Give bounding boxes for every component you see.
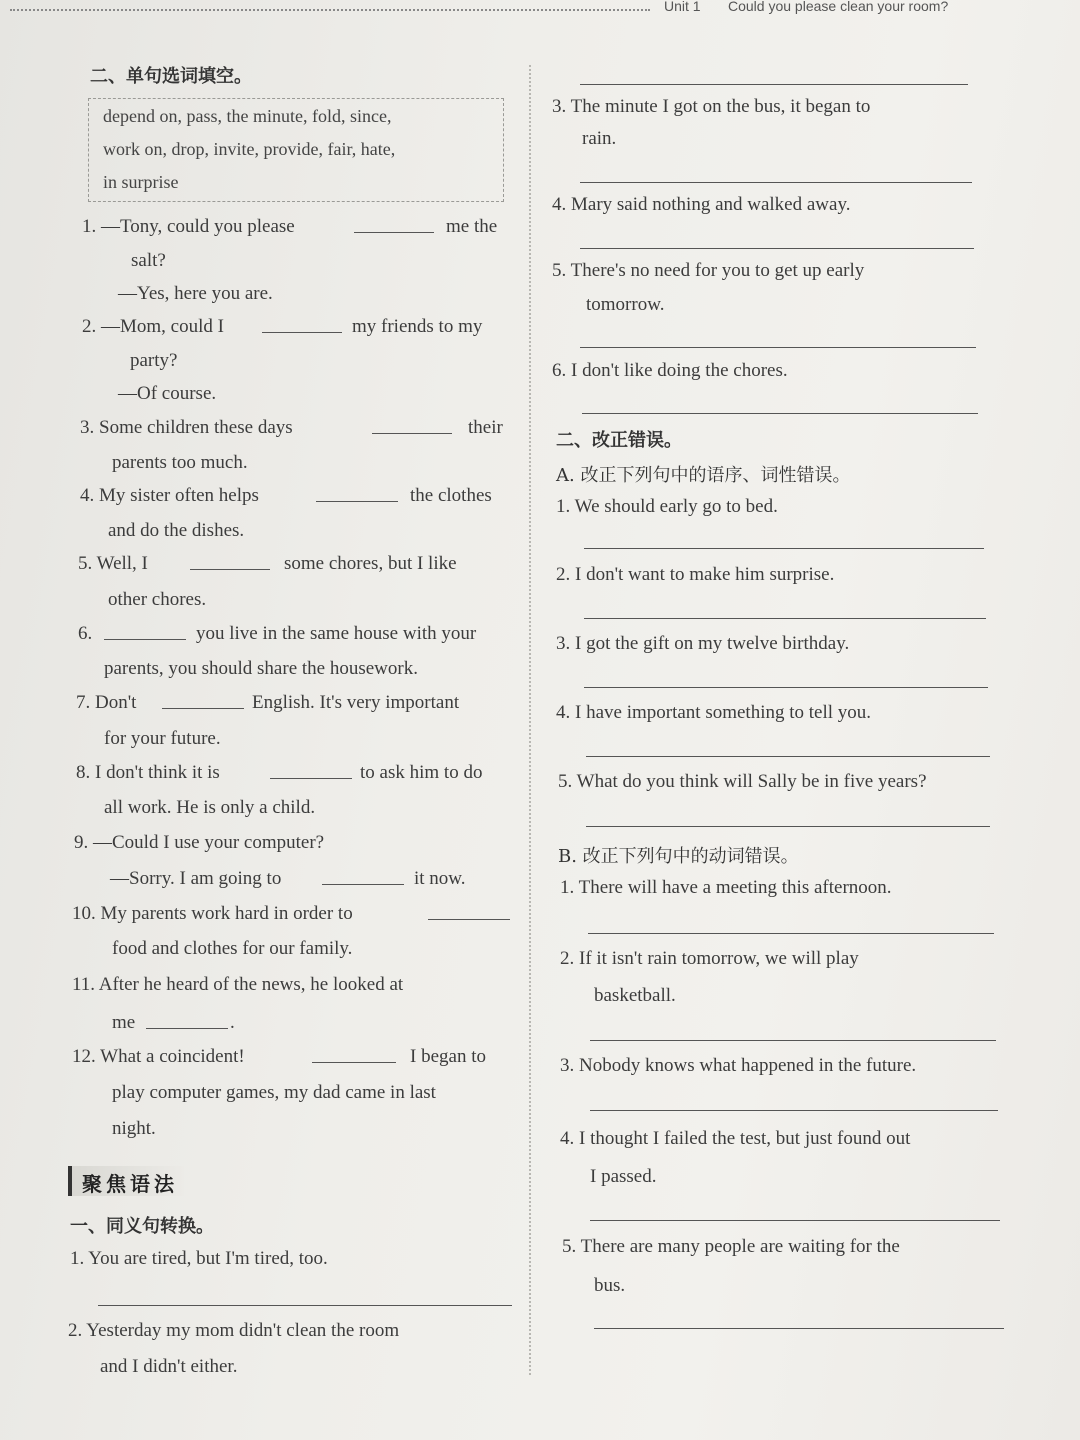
- item-8-text: to ask him to do: [360, 762, 483, 783]
- answer-line[interactable]: [588, 933, 994, 934]
- rewrite-item-6: 6. I don't like doing the chores.: [552, 360, 788, 381]
- unit-label: Unit 1: [664, 0, 701, 14]
- answer-line[interactable]: [580, 248, 974, 249]
- item-11-text: me: [112, 1012, 136, 1033]
- synonym-item-2: and I didn't either.: [100, 1356, 238, 1377]
- correct-b-item-2: 2. If it isn't rain tomorrow, we will play: [560, 948, 859, 969]
- correct-b-item-2: basketball.: [594, 985, 676, 1006]
- item-6-text: 6.: [78, 623, 93, 644]
- item-11-blank[interactable]: [146, 1012, 228, 1035]
- item-2-text: party?: [130, 350, 178, 371]
- item-8-text: all work. He is only a child.: [104, 797, 316, 818]
- column-divider: [529, 65, 531, 1375]
- item-4-blank[interactable]: [316, 485, 398, 508]
- correct-b-item-4: 4. I thought I failed the test, but just found out: [560, 1128, 911, 1149]
- item-2-reply: —Of course.: [118, 383, 217, 404]
- item-12-text: play computer games, my dad came in last: [112, 1082, 436, 1103]
- item-10-text: food and clothes for our family.: [112, 938, 353, 959]
- rewrite-item-3: rain.: [582, 128, 617, 149]
- item-7-text: English. It's very important: [252, 692, 460, 713]
- item-4-text: and do the dishes.: [108, 520, 245, 541]
- correct-b-item-5: bus.: [594, 1275, 626, 1296]
- rewrite-item-5: tomorrow.: [586, 294, 665, 315]
- unit-title: Could you please clean your room?: [728, 0, 949, 14]
- section-title-synonym: 一、同义句转换。: [70, 1216, 214, 1237]
- item-5-text: 5. Well, I: [78, 553, 148, 574]
- item-1-text: 1. —Tony, could you please: [82, 216, 295, 237]
- rewrite-item-5: 5. There's no need for you to get up early: [552, 260, 865, 281]
- item-7-blank[interactable]: [162, 692, 244, 715]
- section-title-correct-errors: 二、改正错误。: [556, 430, 682, 451]
- answer-line[interactable]: [98, 1305, 512, 1306]
- answer-line[interactable]: [590, 1110, 998, 1111]
- item-8-text: 8. I don't think it is: [76, 762, 220, 783]
- item-9-text: it now.: [414, 868, 466, 889]
- answer-line[interactable]: [586, 756, 990, 757]
- item-2-text: 2. —Mom, could I: [82, 316, 224, 337]
- item-12-blank[interactable]: [312, 1046, 396, 1069]
- subsection-a-title: A. 改正下列句中的语序、词性错误。: [556, 465, 851, 486]
- correct-a-item-5: 5. What do you think will Sally be in five years?: [558, 771, 927, 792]
- item-9-text: 9. —Could I use your computer?: [74, 832, 325, 853]
- synonym-item-1: 1. You are tired, but I'm tired, too.: [70, 1248, 328, 1269]
- header-dotted-rule: [10, 9, 650, 11]
- item-3-text: their: [468, 417, 503, 438]
- item-11-text: .: [230, 1012, 235, 1033]
- item-1-text: salt?: [131, 250, 166, 271]
- answer-line[interactable]: [590, 1220, 1000, 1221]
- answer-line[interactable]: [580, 84, 968, 85]
- word-bank-box: [88, 98, 504, 202]
- item-5-text: other chores.: [108, 589, 207, 610]
- item-1-text: me the: [446, 216, 498, 237]
- item-11-text: 11. After he heard of the news, he looked at: [72, 974, 404, 995]
- synonym-item-2: 2. Yesterday my mom didn't clean the room: [68, 1320, 400, 1341]
- item-4-text: the clothes: [410, 485, 492, 506]
- item-9-blank[interactable]: [322, 868, 404, 891]
- item-8-blank[interactable]: [270, 762, 352, 785]
- item-12-text: I began to: [410, 1046, 486, 1067]
- correct-b-item-5: 5. There are many people are waiting for the: [562, 1236, 900, 1257]
- answer-line[interactable]: [594, 1328, 1004, 1329]
- item-10-text: 10. My parents work hard in order to: [72, 903, 353, 924]
- correct-a-item-4: 4. I have important something to tell you.: [556, 702, 872, 723]
- item-1-blank[interactable]: [354, 216, 434, 239]
- answer-line[interactable]: [580, 182, 972, 183]
- correct-a-item-3: 3. I got the gift on my twelve birthday.: [556, 633, 850, 654]
- correct-a-item-1: 1. We should early go to bed.: [556, 496, 778, 517]
- item-5-text: some chores, but I like: [284, 553, 457, 574]
- section-title-fill-blank: 二、单句选词填空。: [90, 66, 252, 87]
- answer-line[interactable]: [590, 1040, 996, 1041]
- item-2-text: my friends to my: [352, 316, 483, 337]
- item-6-text: parents, you should share the housework.: [104, 658, 418, 679]
- grammar-focus-tag: [68, 1166, 184, 1196]
- correct-b-item-1: 1. There will have a meeting this afternoon.: [560, 877, 892, 898]
- answer-line[interactable]: [584, 687, 988, 688]
- item-4-text: 4. My sister often helps: [80, 485, 259, 506]
- answer-line[interactable]: [584, 618, 986, 619]
- word-bank-line: depend on, pass, the minute, fold, since,: [103, 106, 392, 126]
- rewrite-item-3: 3. The minute I got on the bus, it began to: [552, 96, 871, 117]
- correct-a-item-2: 2. I don't want to make him surprise.: [556, 564, 835, 585]
- correct-b-item-4: I passed.: [590, 1166, 657, 1187]
- item-5-blank[interactable]: [190, 553, 270, 576]
- item-6-text: you live in the same house with your: [196, 623, 477, 644]
- item-3-blank[interactable]: [372, 417, 452, 440]
- correct-b-item-3: 3. Nobody knows what happened in the future.: [560, 1055, 917, 1076]
- item-7-text: for your future.: [104, 728, 221, 749]
- item-12-text: night.: [112, 1118, 156, 1139]
- answer-line[interactable]: [584, 548, 984, 549]
- item-3-text: parents too much.: [112, 452, 248, 473]
- item-6-blank[interactable]: [104, 623, 186, 646]
- item-12-text: 12. What a coincident!: [72, 1046, 245, 1067]
- page-header: [0, 0, 1080, 22]
- item-2-blank[interactable]: [262, 316, 342, 339]
- grammar-focus-label: 聚焦语法: [82, 1172, 178, 1196]
- item-10-blank[interactable]: [428, 903, 510, 926]
- subsection-b-title: B. 改正下列句中的动词错误。: [558, 846, 799, 867]
- item-3-text: 3. Some children these days: [80, 417, 293, 438]
- item-7-text: 7. Don't: [76, 692, 137, 713]
- answer-line[interactable]: [582, 413, 978, 414]
- rewrite-item-4: 4. Mary said nothing and walked away.: [552, 194, 851, 215]
- answer-line[interactable]: [580, 347, 976, 348]
- word-bank-line: work on, drop, invite, provide, fair, hate,: [103, 139, 396, 159]
- answer-line[interactable]: [586, 826, 990, 827]
- item-9-reply: —Sorry. I am going to: [110, 868, 282, 889]
- item-1-reply: —Yes, here you are.: [118, 283, 273, 304]
- word-bank-line: in surprise: [103, 172, 179, 192]
